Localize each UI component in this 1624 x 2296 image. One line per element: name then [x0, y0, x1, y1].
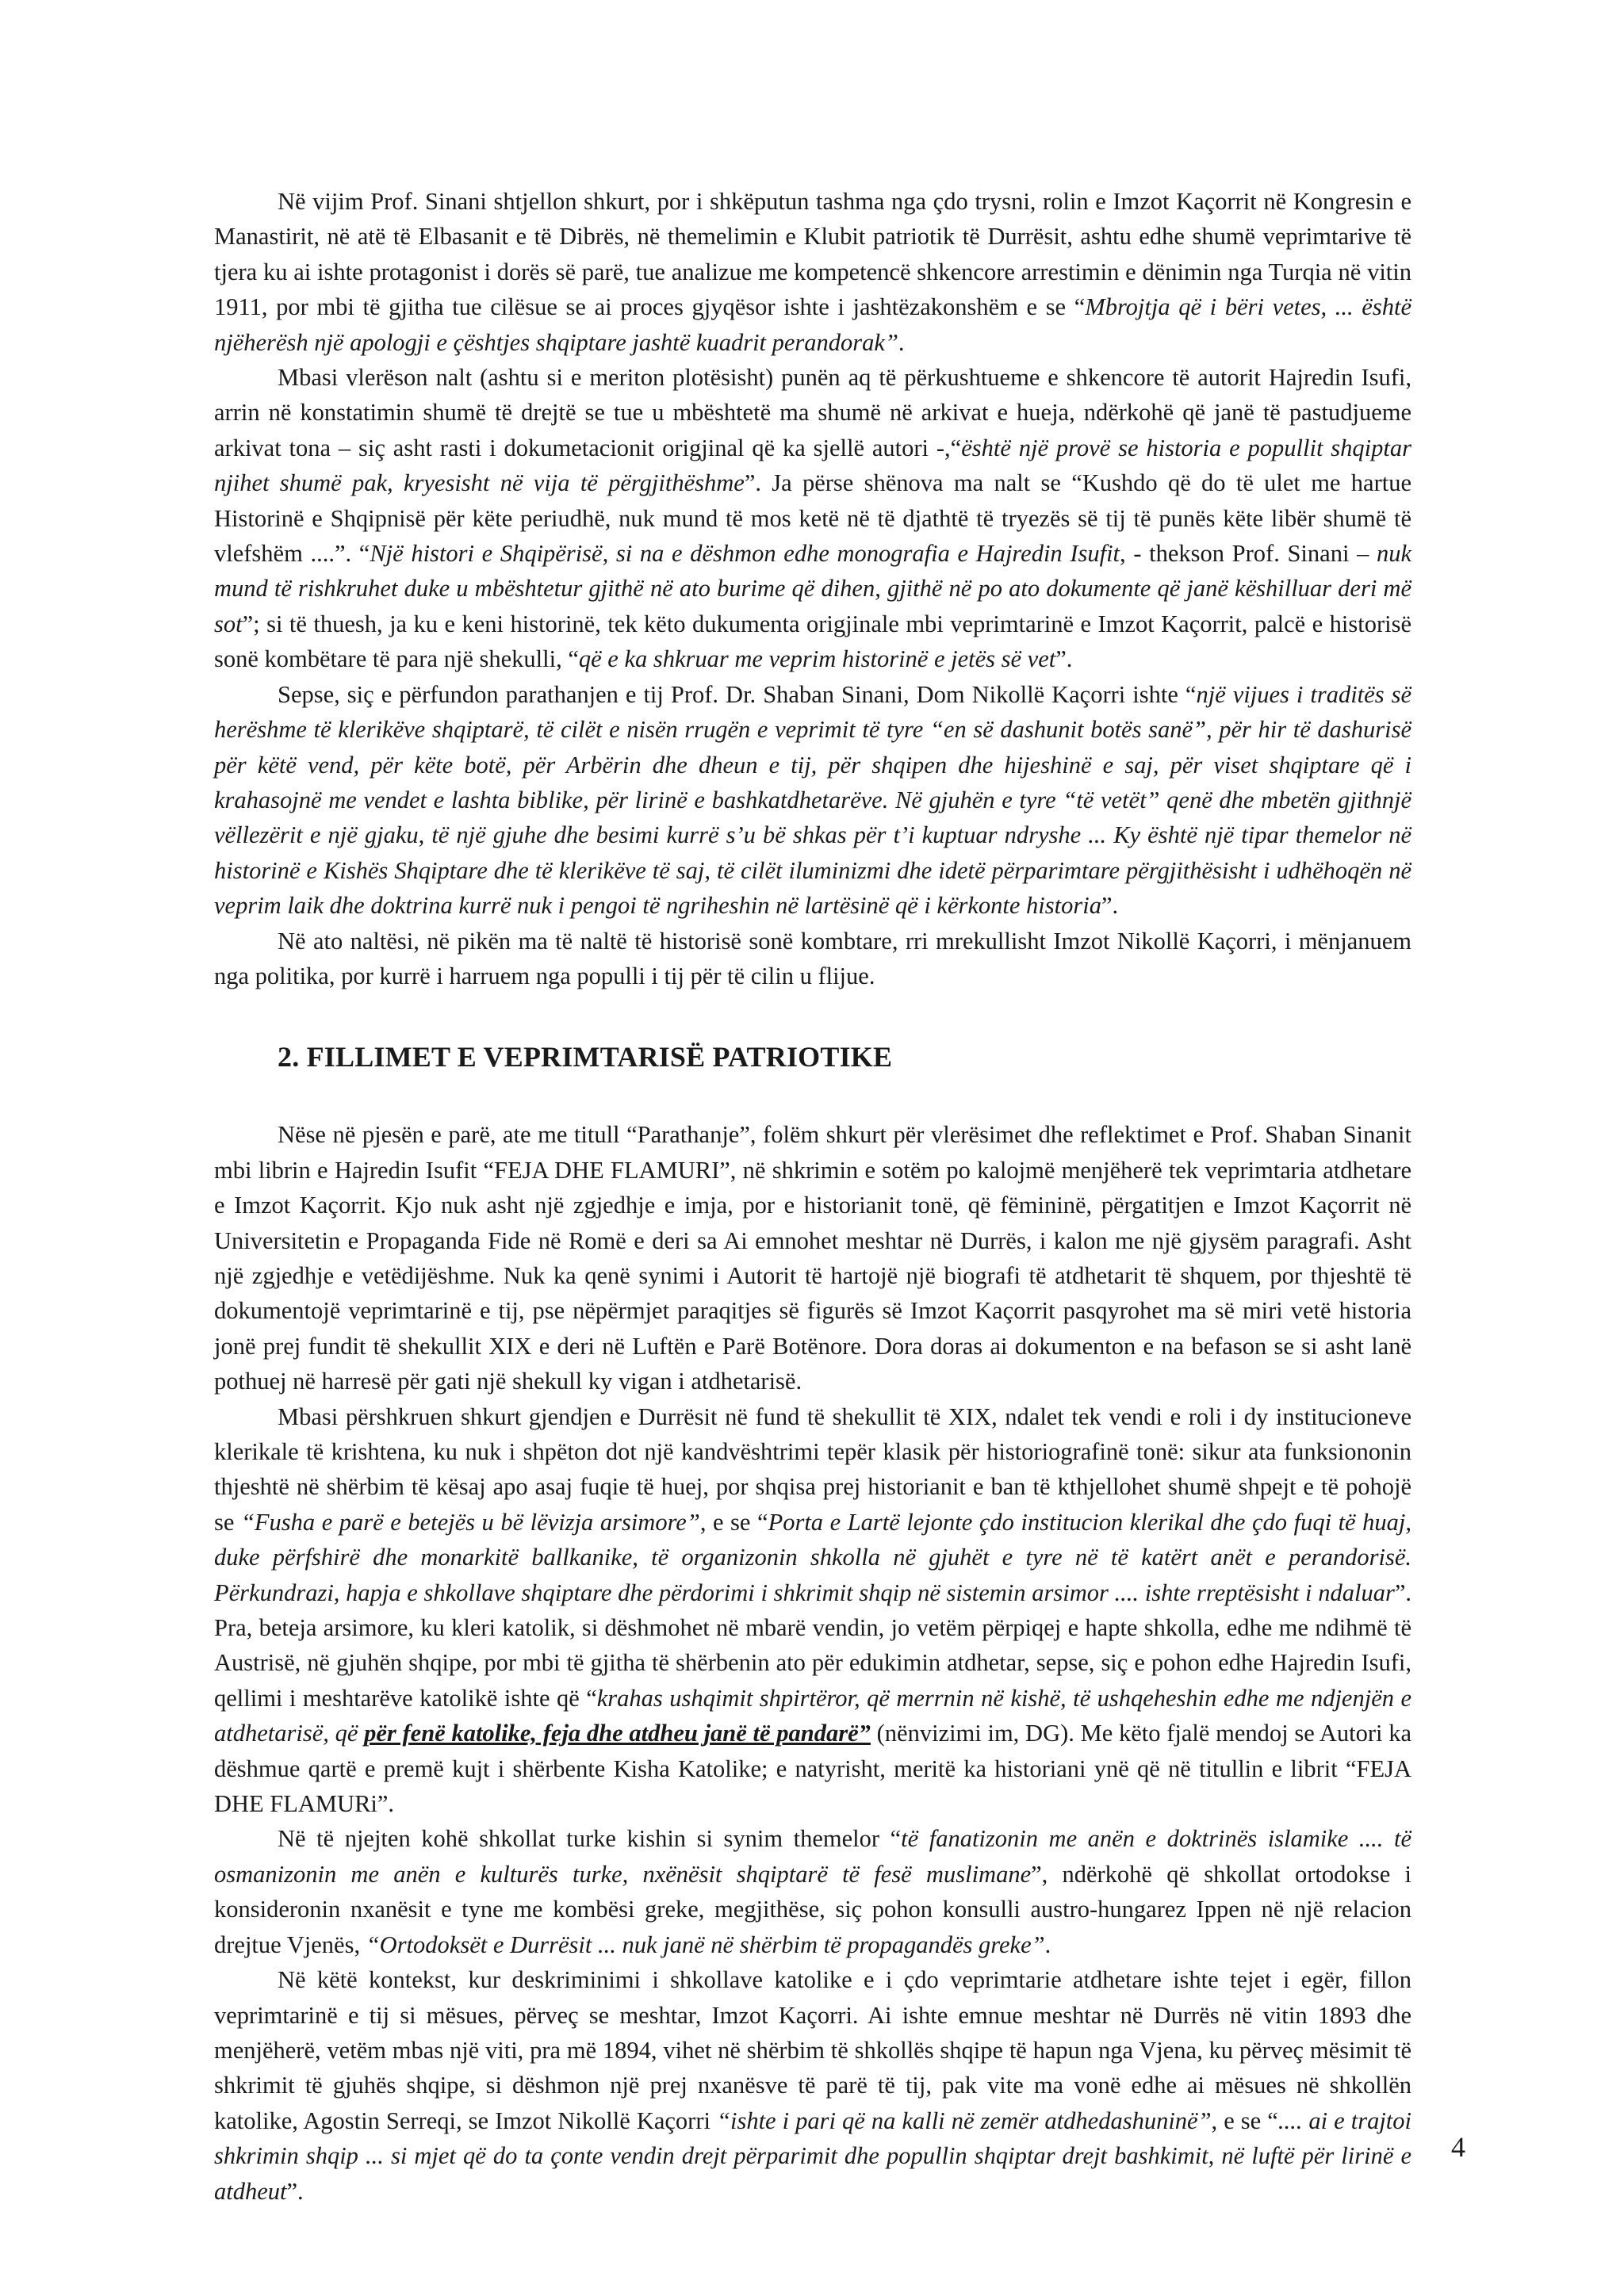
text-run: , - thekson Prof. Sinani –	[1120, 540, 1377, 568]
section-patriotic-beginnings	[214, 1117, 1411, 2209]
text-run: Një histori e Shqipërisë, si na e dëshmon edhe monografia e Hajredin Isufit	[370, 540, 1120, 568]
paragraph	[214, 677, 1411, 924]
paragraph	[214, 1399, 1411, 1822]
text-run: një vijues i traditës së herëshme të klerikëve shqiptarë, të cilët e nisën rrugën e veprimit të tyre “en së dashunit botës sanë”, për hir të dashurisë për këtë vend, për këte botë, për Arbërin dhe dheun e tij, për shqipen dhe hijeshinë e saj, për viset shqiptare që i krahasojnë me vendet e lashta biblike, për lirinë e bashkatdhetarëve. Në gjuhën e tyre “të vetët” qenë dhe mbetën gjithnjë vëllezërit e një gjaku, të një gjuhe dhe besimi kurrë s’u bë shkas për t’i kuptuar ndryshe ... Ky është një tipar themelor në historinë e Kishës Shqiptare dhe të klerikëve të saj, të cilët iluminizmi dhe idetë përparimtare përgjithësisht i udhëhoqën në veprim laik dhe doktrina kurrë nuk i pengoi të ngriheshin në lartësinë që i kërkonte historia	[214, 680, 1411, 920]
text-run: .... ai e trajtoi shkrimin shqip ... si mjet që do ta çonte vendin drejt përparimit dhe popullin shqiptar drejt bashkimit, në luftë për lirinë e atdheut	[214, 2107, 1411, 2205]
text-run: ”; si të thuesh, ja ku e keni historinë, tek këto dukumenta origjinale mbi veprimtarinë e Imzot Kaçorrit, palcë e historisë sonë kombëtare të para një shekulli, “	[214, 610, 1411, 673]
paragraph	[214, 924, 1411, 994]
text-run: Nëse në pjesën e parë, ate me titull “Parathanje”, folëm shkurt për vlerësimet dhe reflektimet e Prof. Shaban Sinanit mbi librin e Hajredin Isufit “FEJA DHE FLAMURI”, në shkrimin e sotëm po kalojmë menjëherë tek veprimtaria atdhetare e Imzot Kaçorrit. Kjo nuk asht një zgjedhje e imja, por e historianit tonë, që fëmininë, përgatitjen e Imzot Kaçorrit në Universitetin e Propaganda Fide në Romë e deri sa Ai emnohet meshtar në Durrës, i kalon me një gjysëm paragrafi. Asht një zgjedhje e vetëdijëshme. Nuk ka qenë synimi i Autorit të hartojë një biografi të atdhetarit të shquem, por thjeshtë të dokumentojë veprimtarinë e tij, pse nëpërmjet paraqitjes së figurës së Imzot Kaçorrit pasqyrohet ma së miri vetë historia jonë prej fundit të shekullit XIX e deri në Luftën e Parë Botënore. Dora doras ai dokumenton e na befason se si asht lanë pothuej në harresë për gati një shekull ky vigan i atdhetarisë.	[214, 1121, 1411, 1395]
page-number: 4	[1451, 2131, 1465, 2163]
text-run: nuk mund të rishkruhet duke u mbështetur gjithë në ato burime që dihen, gjithë në po ato dokumente që janë këshilluar deri më sot	[214, 540, 1412, 637]
text-run: Në të njejten kohë shkollat turke kishin si synim themelor “	[278, 1825, 902, 1853]
text-run: ”, ndërkohë që shkollat ortodokse i konsideronin nxanësit e tyne me kombësi greke, megjithëse, siç pohon konsulli austro-hungarez Ippen në një relacion drejtue Vjenës,	[214, 1860, 1411, 1958]
text-run: Mbasi përshkruen shkurt gjendjen e Durrësit në fund të shekullit të XIX, ndalet tek vendi e roli i dy institucioneve klerikale të krishtena, ku nuk i shpëton dot një kandvështrimi tepër klasik për historiografinë tonë: sikur ata funksiononin thjeshtë në shërbim të kësaj apo asaj fuqie të huej, por shqisa prej historianit e ban të kthjellohet shumë shpejt e të pohojë se	[214, 1402, 1411, 1536]
text-run: Mbrojtja që i bëri vetes, ... është njëherësh një apologji e çështjes shqiptare jashtë kuadrit perandorak”	[214, 293, 1411, 356]
document-page	[214, 184, 1411, 2209]
text-run: “Fusha e parë e betejës u bë lëvizja arsimore”	[240, 1508, 700, 1536]
text-run: ”. Ja përse shënova ma nalt se “Kushdo që do të ulet me hartue Historinë e Shqipnisë për këte periudhë, nuk mund të mos ketë në të djathtë të tryezës së tij të punës këte libër shumë të vlefshëm ....”. “	[214, 469, 1411, 568]
text-run: krahas ushqimit shpirtëror, që merrnin në kishë, të ushqeheshin edhe me ndjenjën e atdhetarisë, që	[214, 1684, 1411, 1747]
paragraph	[214, 360, 1411, 677]
text-run: Mbasi vlerëson nalt (ashtu si e meriton plotësisht) punën aq të përkushtueme e shkencore të autorit Hajredin Isufi, arrin në konstatimin shumë të drejtë se tue u mbështetë ma shumë në arkivat e hueja, ndërkohë që janë të pastudjueme arkivat tona – siç asht rasti i dokumetacionit origjinal që ka sjellë autori -,“	[214, 364, 1411, 461]
text-run: ”. Pra, beteja arsimore, ku kleri katolik, si dëshmohet në mbarë vendin, jo vetëm përpiqej e hapte shkolla, edhe me ndihmë të Austrisë, në gjuhën shqipe, por mbi të gjitha të shërbenin ato për edukimin atdhetar, sepse, siç e pohon edhe Hajredin Isufi, qellimi i meshtarëve katolikë ishte që “	[214, 1578, 1411, 1712]
text-run: Në ato naltësi, në pikën ma të naltë të historisë sonë kombtare, rri mrekullisht Imzot Nikollë Kaçorri, i mënjanuem nga politika, por kurrë i harruem nga populli i tij për të cilin u flijue.	[214, 927, 1411, 989]
text-run: për fenë katolike, feja dhe atdheu janë të pandarë”	[364, 1720, 871, 1747]
text-run: të fanatizonin me anën e doktrinës islamike .... të osmanizonin me anën e kulturës turke, nxënësit shqiptarë të fesë muslimane	[214, 1825, 1411, 1888]
text-run: (nënvizimi im, DG). Me këto fjalë mendoj se Autori ka dëshmue qartë e premë kujt i shërbente Kisha Katolike; e natyrisht, meritë ka historiani ynë që në titullin e librit “FEJA DHE FLAMURi”.	[214, 1720, 1411, 1818]
paragraph	[214, 184, 1411, 360]
text-run: Porta e Lartë lejonte çdo institucion klerikal dhe çdo fuqi të huaj, duke përfshirë dhe monarkitë ballkanike, të organizonin shkolla në gjuhët e tyre në të katërt anët e perandorisë. Përkundrazi, hapja e shkollave shqiptare dhe përdorimi i shkrimit shqip në sistemin arsimor .... ishte rreptësisht i ndaluar	[214, 1508, 1411, 1606]
section-heading: 2. FILLIMET E VEPRIMTARISË PATRIOTIKE	[278, 1041, 893, 1073]
text-run: “ishte i pari që na kalli në zemër atdhedashuninë”	[717, 2107, 1212, 2134]
text-run: Në këtë kontekst, kur deskriminimi i shkollave katolike e i çdo veprimtarie atdhetare ishte tejet i egër, fillon veprimtarinë e tij si mësues, përveç se meshtar, Imzot Kaçorri. Ai ishte emnue meshtar në Durrës në vitin 1893 dhe menjëherë, vetëm mbas një viti, pra më 1894, vihet në shërbim të shkollës shqipe të hapun nga Vjena, ku përveç mësimit të shkrimit të gjuhës shqipe, si dëshmon një prej nxanësve të parë të tij, pak vite ma vonë edhe ai mësues në shkollën katolike, Agostin Serreqi, se Imzot Nikollë Kaçorri	[214, 1966, 1411, 2134]
section-preface-continuation	[214, 184, 1411, 993]
text-run: Në vijim Prof. Sinani shtjellon shkurt, por i shkëputun tashma nga çdo trysni, rolin e Imzot Kaçorrit në Kongresin e Manastirit, në atë të Elbasanit e të Dibrës, në themelimin e Klubit patriotik të Durrësit, ashtu edhe shumë veprimtarive të tjera ku ai ishte protagonist i dorës së parë, tue analizue me kompetencë shkencore arrestimin e dënimin nga Turqia në vitin 1911, por mbi të gjitha tue cilësue se ai proces gjyqësor ishte i jashtëzakonshëm e se “	[214, 188, 1411, 321]
text-run: “Ortodoksët e Durrësit ... nuk janë në shërbim të propagandës greke”	[366, 1931, 1045, 1958]
text-run: ”.	[1055, 645, 1073, 673]
text-run: , e se “	[1211, 2107, 1278, 2134]
text-run: ”.	[286, 2177, 304, 2205]
text-run: ”.	[1101, 892, 1119, 920]
paragraph	[214, 1821, 1411, 1962]
text-run: që e ka shkruar me veprim historinë e jetës së vet	[578, 645, 1056, 673]
text-run: , e se “	[699, 1508, 768, 1536]
text-run: .	[898, 328, 905, 356]
text-run: .	[1044, 1931, 1051, 1958]
paragraph	[214, 1117, 1411, 1399]
paragraph	[214, 1962, 1411, 2209]
text-run: është një provë se historia e popullit shqiptar njihet shumë pak, kryesisht në vija të përgjithëshme	[214, 434, 1411, 497]
text-run: Sepse, siç e përfundon parathanjen e tij Prof. Dr. Shaban Sinani, Dom Nikollë Kaçorri ishte “	[278, 680, 1197, 708]
